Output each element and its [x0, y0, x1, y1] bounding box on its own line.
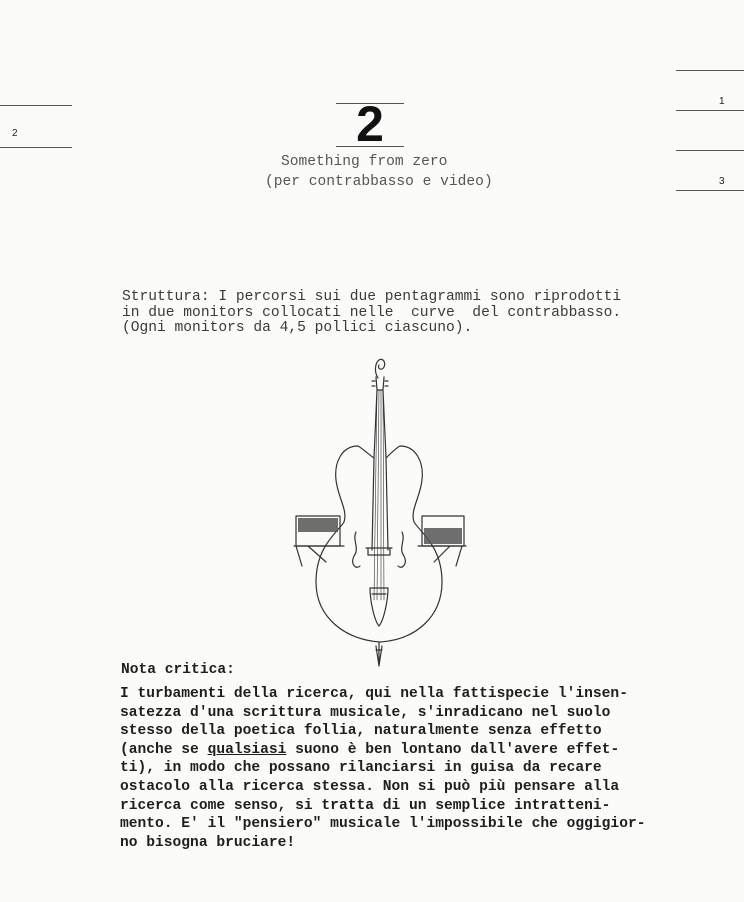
nota-line: I turbamenti della ricerca, qui nella fattispecie l'insen-	[120, 686, 628, 702]
nota-critica-paragraph	[120, 685, 645, 852]
margin-rule-left-bottom	[0, 147, 72, 148]
struttura-paragraph	[122, 290, 621, 337]
piece-title: Something from zero	[281, 154, 448, 170]
heading-rule-bottom	[336, 146, 404, 147]
nota-line: stesso della poetica follia, naturalmente senza effetto	[120, 723, 602, 740]
margin-rule-left-top	[0, 105, 72, 106]
double-bass-with-two-monitors-drawing	[286, 350, 476, 670]
piece-subtitle: (per contrabbasso e video)	[265, 174, 493, 190]
nota-underlined-word: qualsiasi	[207, 741, 287, 758]
nota-line: ricerca come senso, si tratta di un semplice intratteni-	[120, 797, 611, 814]
nota-critica-heading: Nota critica:	[121, 662, 235, 678]
margin-number-right-1: 1	[719, 96, 725, 107]
nota-line: no bisogna bruciare!	[120, 834, 296, 851]
margin-rule-right-2	[676, 110, 744, 111]
struttura-line: in due monitors collocati nelle curve del contrabbasso.	[122, 304, 622, 321]
piece-number: 2	[356, 96, 384, 152]
nota-line: suono è ben lontano dall'avere effet-	[286, 741, 620, 758]
margin-rule-right-1	[676, 70, 744, 71]
nota-line: satezza d'una scrittura musicale, s'inradicano nel suolo	[120, 704, 611, 721]
margin-rule-right-3	[676, 150, 744, 151]
nota-line: ostacolo alla ricerca stessa. Non si può più pensare alla	[120, 778, 620, 795]
margin-rule-right-4	[676, 190, 744, 191]
margin-number-right-3: 3	[719, 176, 725, 187]
nota-line: ti), in modo che possano rilanciarsi in guisa da recare	[120, 760, 602, 777]
margin-number-left: 2	[12, 128, 18, 139]
struttura-line: (Ogni monitors da 4,5 pollici ciascuno).	[122, 320, 473, 336]
nota-line: (anche se	[120, 741, 208, 758]
struttura-line: Struttura: I percorsi sui due pentagrammi sono riprodotti	[122, 289, 622, 305]
nota-line: mento. E' il "pensiero" musicale l'impossibile che oggigior-	[120, 816, 646, 833]
